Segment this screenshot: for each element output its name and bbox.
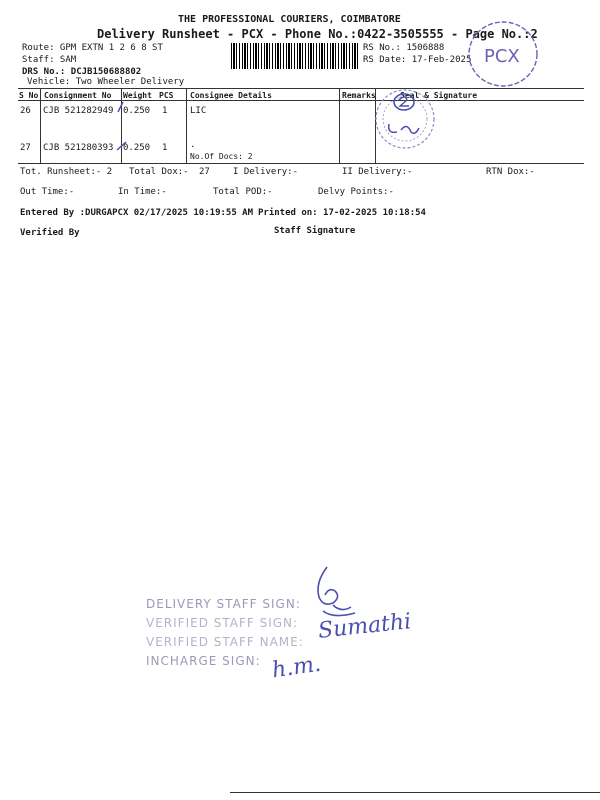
verified-by: Verified By [20,228,80,238]
header-remarks: Remarks [342,91,376,100]
header-pcs: PCS [159,91,174,100]
row-sno: 26 [20,106,31,116]
header-consignment: Consignment No [44,91,112,100]
drs-label [22,67,141,77]
rtn-dox: RTN Dox:- [486,167,535,177]
row-consignment: CJB 521280393 [43,143,114,153]
company-name: THE PROFESSIONAL COURIERS, COIMBATORE [178,14,401,25]
bottom-rule [230,792,600,793]
delvy-points: Delvy Points:- [318,187,394,197]
vehicle-text: Vehicle: Two Wheeler Delivery [27,77,185,87]
row-pcs: 1 [162,106,168,116]
table-header-rule [18,100,584,101]
drs-label-text: DRS No.: [22,67,66,77]
total-dox-value: 27 [199,167,210,177]
row-sno: 27 [20,143,31,153]
row-details: . [190,140,196,150]
staff-name-handwritten: Sumathi [316,609,413,644]
table-top-rule [18,88,584,89]
header-consignee: Consignee Details [190,91,272,100]
incharge-handwritten-sign: h.m. [270,651,323,684]
stamp-verified-staff-name: VERIFIED STAFF NAME: [146,635,304,649]
row-pcs: 1 [162,143,168,153]
col-separator [40,88,41,163]
barcode [231,43,358,69]
row-consignment: CJB 521282949 [43,106,114,116]
rs-date: RS Date: 17-Feb-2025 [363,55,472,65]
pen-tick-marks [115,100,130,160]
printed-on: Printed on: 17-02-2025 10:18:54 [258,208,426,218]
stamp-incharge-sign: INCHARGE SIGN: [146,654,261,668]
i-delivery: I Delivery:- [233,167,299,177]
drs-number: DCJB150688802 [70,67,142,77]
col-separator [339,88,340,163]
stamp-verified-staff-sign: VERIFIED STAFF SIGN: [146,616,299,630]
col-separator [186,88,187,163]
row-docs-count: No.Of Docs: 2 [190,152,253,161]
staff-text: Staff: SAM [22,55,77,65]
total-pod: Total POD:- [213,187,273,197]
staff-signature: Staff Signature [274,226,356,236]
header-sno: S No [19,91,39,100]
total-dox-label: Total Dox:- [129,167,189,177]
entered-by: Entered By :DURGAPCX 02/17/2025 10:19:55 AM [20,208,253,218]
row-weight: 0.250 [123,143,151,153]
stamp-delivery-staff-sign: DELIVERY STAFF SIGN: [146,597,301,611]
document-title: Delivery Runsheet - PCX - Phone No.:0422-3505555 - Page No.:2 [97,27,538,41]
tot-runsheet: Tot. Runsheet:- 2 [20,167,113,177]
rs-number: RS No.: 1506888 [363,43,445,53]
ii-delivery: II Delivery:- [342,167,413,177]
row-weight: 0.250 [123,106,151,116]
header-seal: Seal & Signature [400,91,478,100]
table-bottom-rule [18,163,584,164]
route-text: Route: GPM EXTN 1 2 6 8 ST [22,43,163,53]
header-weight: Weight [123,91,152,100]
in-time: In Time:- [118,187,167,197]
pcx-stamp [465,18,543,90]
seal-stamp [367,86,443,152]
pcx-stamp-text: PCX [484,46,520,67]
out-time: Out Time:- [20,187,75,197]
row-details: LIC [190,106,207,116]
